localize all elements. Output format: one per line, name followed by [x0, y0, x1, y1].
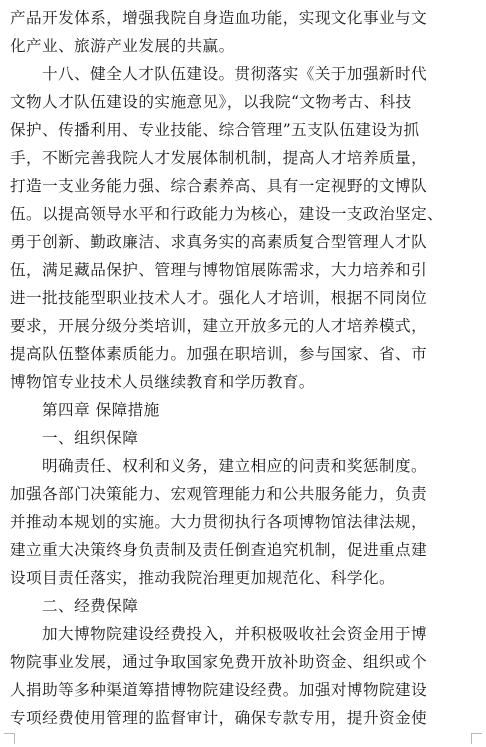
text-line: 加强各部门决策能力、宏观管理能力和公共服务能力，负责 — [10, 485, 428, 503]
paragraph-start-line: 明确责任、权利和义务，建立相应的问责和奖惩制度。 — [42, 457, 428, 475]
chapter-heading: 第四章 保障措施 — [42, 401, 160, 419]
text-line: 文物人才队伍建设的实施意见》，以我院“文物考古、科技 — [10, 93, 412, 111]
page-corner-mark-left — [4, 733, 15, 744]
text-line: 博物馆专业技术人员继续教育和学历教育。 — [10, 373, 315, 391]
text-line: 伍。以提高领导水平和行政能力为核心，建设一支政治坚定、 — [10, 205, 444, 223]
text-line: 保护、传播利用、专业技能、综合管理”五支队伍建设为抓 — [10, 121, 420, 139]
text-line: 勇于创新、勤政廉洁、求真务实的高素质复合型管理人才队 — [10, 233, 428, 251]
section-heading-funding: 二、经费保障 — [42, 597, 139, 615]
text-line: 手，不断完善我院人才发展体制机制，提高人才培养质量， — [10, 149, 428, 167]
text-line: 要求，开展分级分类培训，建立开放多元的人才培养模式， — [10, 317, 428, 335]
text-line: 产品开发体系，增强我院自身造血功能，实现文化事业与文 — [10, 9, 428, 27]
text-line: 人捐助等多种渠道筹措博物院建设经费。加强对博物院建设 — [10, 681, 428, 699]
text-line: 提高队伍整体素质能力。加强在职培训，参与国家、省、市 — [10, 345, 428, 363]
text-line: 进一批技能型职业技术人才。强化人才培训，根据不同岗位 — [10, 289, 428, 307]
text-line: 伍，满足藏品保护、管理与博物馆展陈需求，大力培养和引 — [10, 261, 428, 279]
text-line: 专项经费使用管理的监督审计，确保专款专用，提升资金使 — [10, 709, 428, 727]
text-line: 化产业、旅游产业发展的共赢。 — [10, 37, 235, 55]
text-line: 物院事业发展，通过争取国家免费开放补助资金、组织或个 — [10, 653, 428, 671]
paragraph-start-line: 十八、健全人才队伍建设。贯彻落实《关于加强新时代 — [42, 65, 428, 83]
page-corner-mark-right — [471, 733, 482, 744]
paragraph-start-line: 加大博物院建设经费投入，并积极吸收社会资金用于博 — [42, 625, 428, 643]
text-line: 设项目责任落实，推动我院治理更加规范化、科学化。 — [10, 569, 396, 587]
section-heading-organization: 一、组织保障 — [42, 429, 139, 447]
text-line: 打造一支业务能力强、综合素养高、具有一定视野的文博队 — [10, 177, 428, 195]
text-line: 建立重大决策终身负责制及责任倒查追究机制，促进重点建 — [10, 541, 428, 559]
text-line: 并推动本规划的实施。大力贯彻执行各项博物馆法律法规， — [10, 513, 428, 531]
